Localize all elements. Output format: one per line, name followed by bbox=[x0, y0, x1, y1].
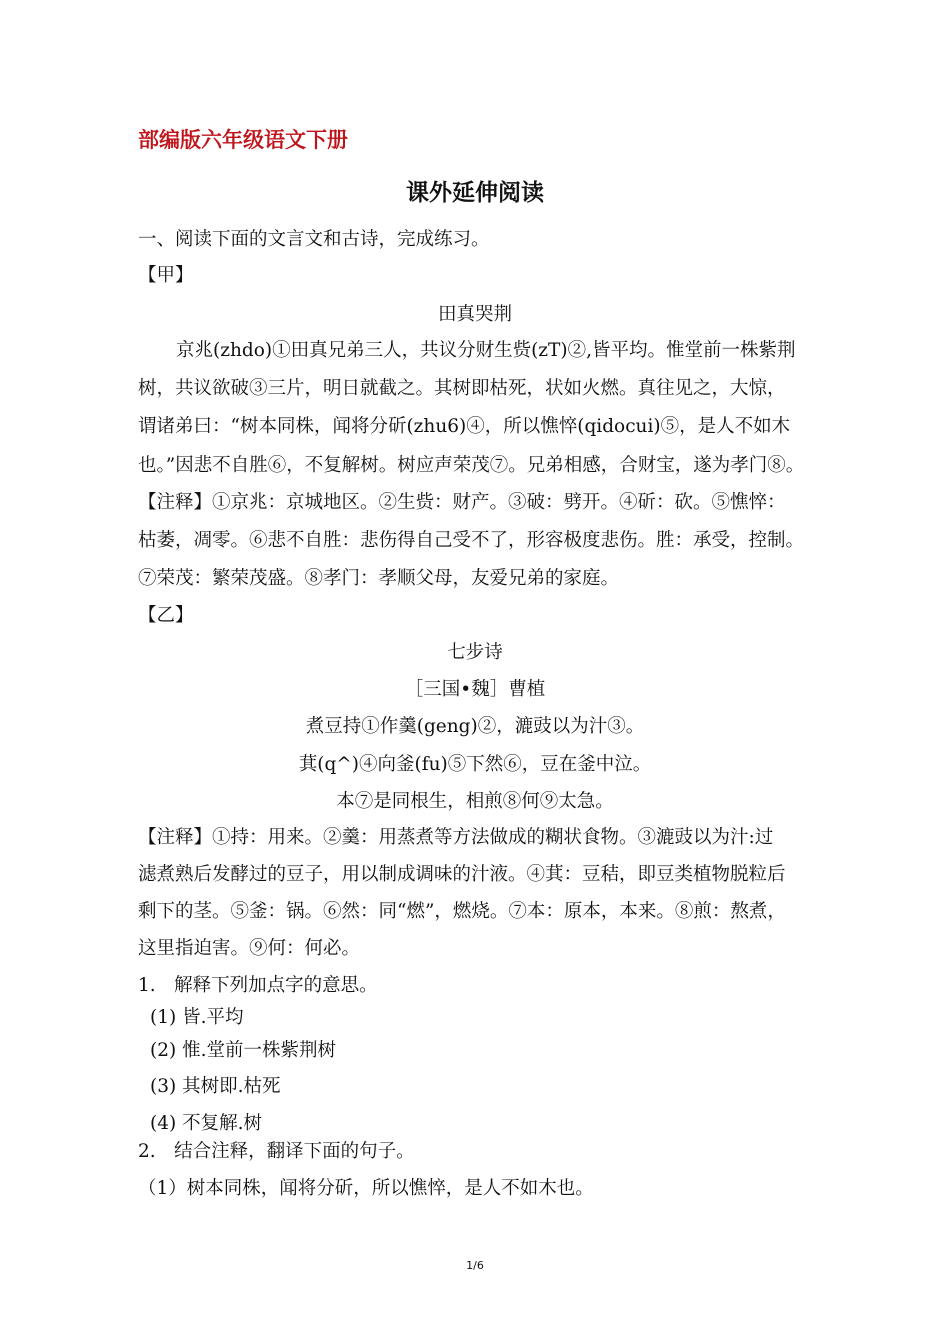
annotation-line: ⑦荣茂：繁荣茂盛。⑧孝门：孝顺父母，友爱兄弟的家庭。 bbox=[138, 568, 620, 589]
poem-title: 七步诗 bbox=[447, 642, 503, 663]
question-1: 1. 解释下列加点字的意思。 bbox=[138, 975, 378, 996]
poem-line: 萁(q^)④向釜(fu)⑤下然⑥，豆在釜中泣。 bbox=[298, 754, 652, 775]
passage-line: 树，共议欲破③三片，明日就截之。其树即枯死，状如火燃。真往见之，大惊， bbox=[138, 378, 786, 399]
annotation-line: 剩下的茎。⑤釜：锅。⑥然：同“燃”，燃烧。⑦本：原本，本来。⑧煎：熬煮， bbox=[138, 901, 786, 922]
annotation-line: 【注释】①持：用来。②羹：用蒸煮等方法做成的糊状食物。③漉豉以为汁:过 bbox=[138, 827, 774, 848]
passage-line: 谓诸弟曰：“树本同株，闻将分斫(zhu6)④，所以憔悴(qidocui)⑤，是人不如木 bbox=[138, 416, 791, 437]
marker-jia: 【甲】 bbox=[138, 265, 194, 286]
question-2: 2. 结合注释，翻译下面的句子。 bbox=[138, 1141, 415, 1162]
annotation-line: 【注释】①京兆：京城地区。②生赀：财产。③破：劈开。④斫：砍。⑤憔悴： bbox=[138, 492, 786, 513]
question-item: (4) 不复解.树 bbox=[150, 1113, 262, 1134]
brand-header: 部编版六年级语文下册 bbox=[138, 128, 348, 152]
poem-author: ［三国•魏］曹植 bbox=[404, 679, 546, 700]
annotation-line: 滤煮熟后发酵过的豆子，用以制成调味的汁液。④萁：豆秸，即豆类植物脱粒后 bbox=[138, 864, 786, 885]
passage-title: 田真哭荆 bbox=[437, 304, 512, 325]
passage-line: 京兆(zhdo)①田真兄弟三人，共议分财生赀(zT)②,皆平均。惟堂前一株紫荆 bbox=[176, 340, 796, 361]
passage-line: 也。”因悲不自胜⑥，不复解树。树应声荣茂⑦。兄弟相感，合财宝，遂为孝门⑧。 bbox=[138, 455, 805, 476]
annotation-line: 这里指迫害。⑨何：何必。 bbox=[138, 938, 361, 959]
marker-yi: 【乙】 bbox=[138, 605, 194, 626]
annotation-line: 枯萎，凋零。⑥悲不自胜：悲伤得自己受不了，形容极度悲伤。胜：承受，控制。 bbox=[138, 530, 805, 551]
section-instruction: 一、阅读下面的文言文和古诗，完成练习。 bbox=[138, 229, 490, 250]
question-item: (3) 其树即.枯死 bbox=[150, 1076, 281, 1097]
question-item: (1) 皆.平均 bbox=[150, 1007, 244, 1028]
question-item: (2) 惟.堂前一株紫荆树 bbox=[150, 1040, 336, 1061]
page-number: 1/6 bbox=[466, 1259, 484, 1272]
poem-line: 本⑦是同根生，相煎⑧何⑨太急。 bbox=[336, 791, 614, 812]
poem-line: 煮豆持①作羹(geng)②，漉豉以为汁③。 bbox=[305, 716, 645, 737]
question-item: （1）树本同株，闻将分斫，所以憔悴，是人不如木也。 bbox=[138, 1178, 594, 1199]
page-title: 课外延伸阅读 bbox=[406, 180, 544, 206]
